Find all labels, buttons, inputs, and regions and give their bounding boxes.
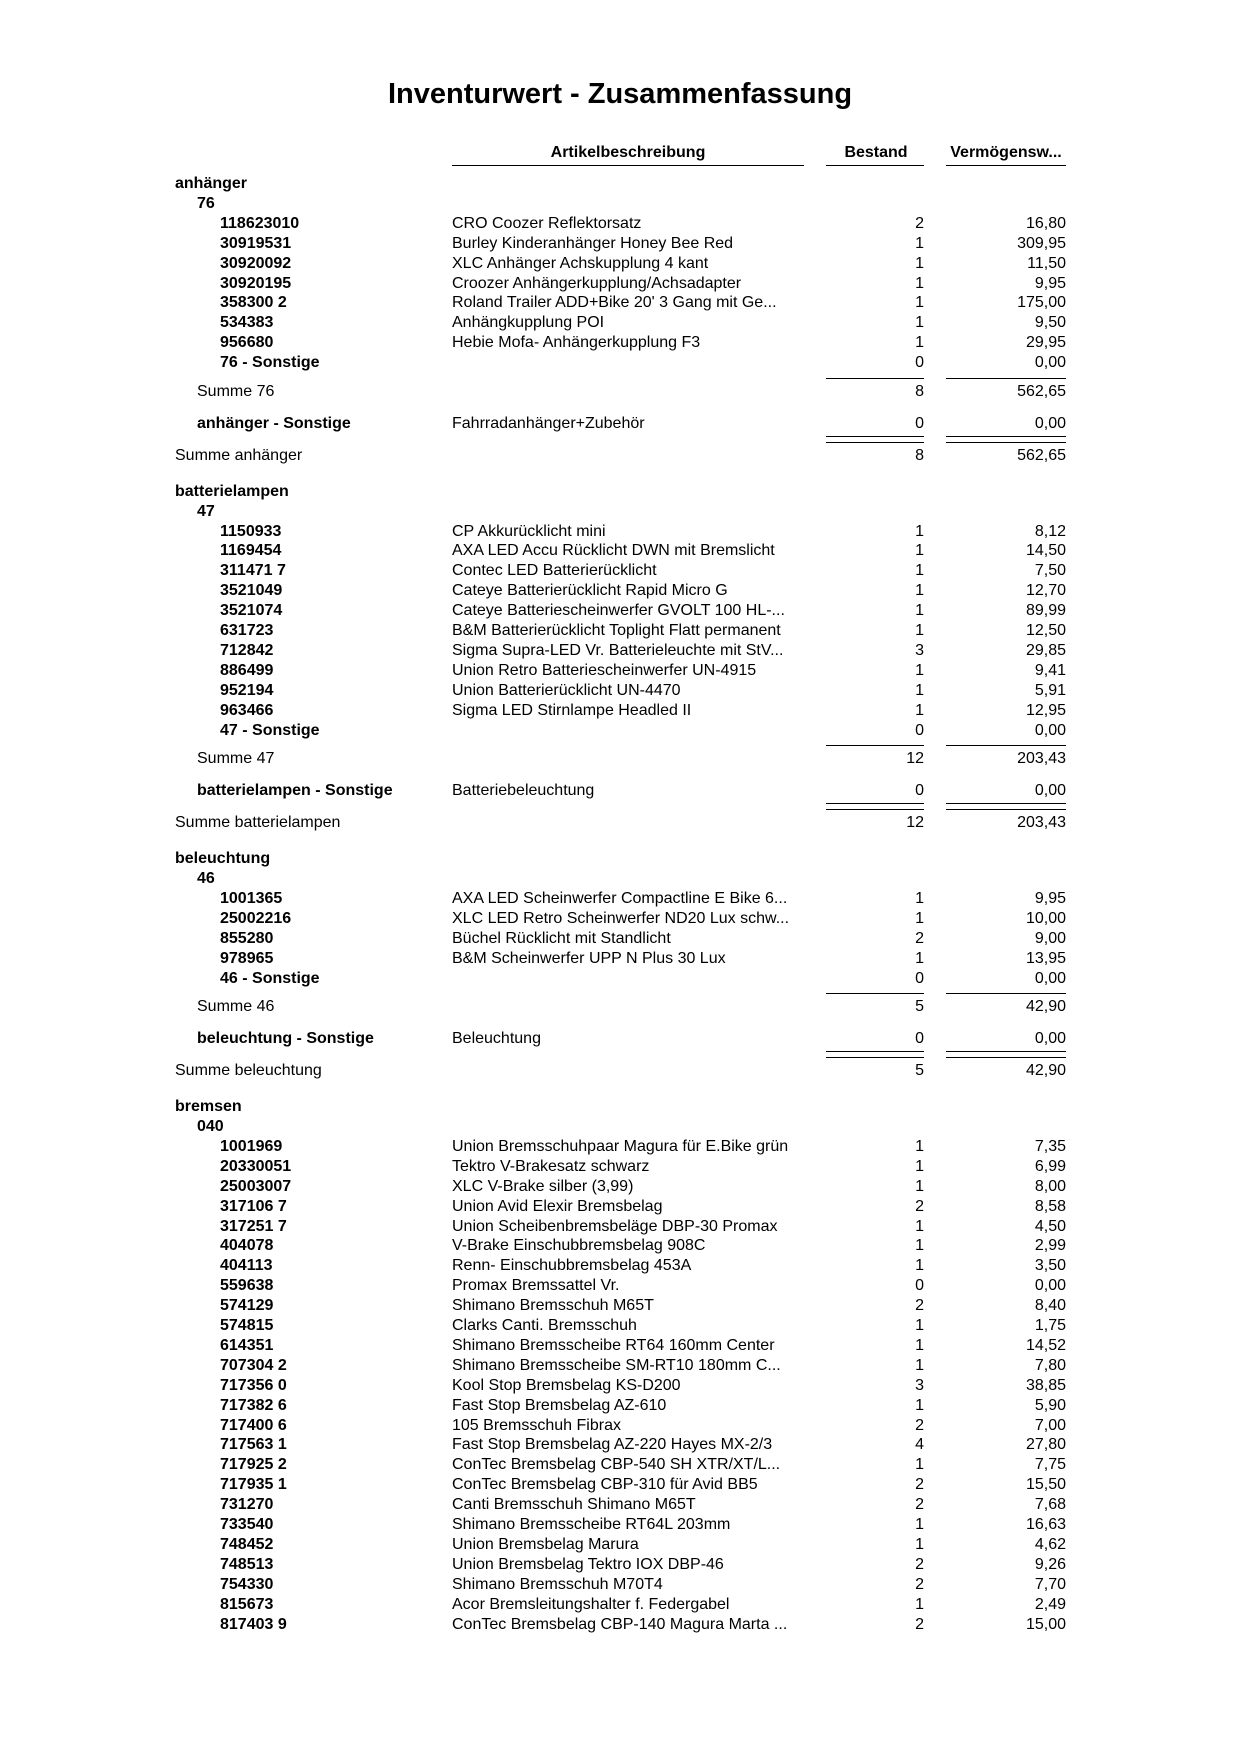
item-description: Clarks Canti. Bremsschuh [452,1317,637,1334]
item-code: 317251 7 [220,1217,287,1235]
item-stock: 0 [915,354,924,372]
item-description: Union Batterierücklicht UN-4470 [452,681,681,699]
group-other-stock: 0 [915,1030,924,1048]
item-description: Shimano Bremsschuh M70T4 [452,1575,663,1593]
group-other-rule-stock [826,1051,924,1052]
item-value: 175,00 [1017,294,1066,312]
item-code: 717356 0 [220,1376,287,1394]
item-code: 717382 6 [220,1396,287,1414]
item-stock: 2 [915,1476,924,1494]
item-description: Shimano Bremsscheibe SM-RT10 180mm C... [452,1356,781,1374]
item-code: 76 - Sonstige [220,354,320,372]
item-code: 886499 [220,661,274,679]
item-code: 311471 7 [220,562,286,580]
item-description: Shimano Bremsscheibe RT64 160mm Center [452,1336,775,1354]
item-description: B&M Batterierücklicht Toplight Flatt permanent [452,622,781,639]
item-description: XLC LED Retro Scheinwerfer ND20 Lux schw... [452,909,790,927]
group-sum-value: 203,43 [1017,814,1066,832]
item-stock: 1 [915,294,924,312]
item-description: AXA LED Scheinwerfer Compactline E Bike 6... [452,889,788,907]
item-code: 404113 [220,1257,273,1275]
item-description: Burley Kinderanhänger Honey Bee Red [452,234,734,252]
item-stock: 1 [915,1595,924,1613]
group-other-value: 0,00 [1034,1030,1066,1048]
item-code: 978965 [220,949,274,967]
item-value: 4,50 [1034,1217,1066,1235]
item-description: Kool Stop Bremsbelag KS-D200 [452,1376,681,1394]
item-code: 25002216 [220,909,292,927]
group-heading: anhänger [175,175,248,192]
item-stock: 1 [915,582,924,600]
item-stock: 1 [915,909,924,927]
group-sum-value: 42,90 [1025,1062,1066,1080]
item-value: 38,85 [1025,1376,1066,1394]
item-code: 963466 [220,701,274,719]
item-stock: 2 [915,929,924,947]
sum-rule-value [946,809,1066,810]
item-description: B&M Scheinwerfer UPP N Plus 30 Lux [452,949,726,967]
item-code: 574815 [220,1317,274,1334]
item-code: 1001969 [220,1137,283,1155]
item-description: Canti Bremsschuh Shimano M65T [452,1496,696,1514]
item-description: AXA LED Accu Rücklicht DWN mit Bremslicht [452,542,775,560]
column-header-description: Artikelbeschreibung [550,144,706,161]
item-value: 5,90 [1034,1396,1066,1414]
item-value: 0,00 [1034,1277,1066,1295]
sum-rule-stock [826,993,924,994]
item-code: 118623010 [220,214,300,232]
item-value: 7,80 [1034,1356,1066,1374]
item-value: 9,50 [1034,314,1066,332]
group-other-label: anhänger - Sonstige [197,414,351,432]
item-stock: 1 [915,1177,924,1195]
item-description: Acor Bremsleitungshalter f. Federgabel [452,1595,730,1613]
subgroup-heading: 46 [197,870,215,887]
group-other-rule-value [946,1051,1066,1052]
item-stock: 2 [915,1615,924,1633]
subgroup-sum-label: Summe 47 [197,750,275,768]
item-stock: 1 [915,622,924,639]
sum-rule-stock [826,745,924,746]
group-other-rule-stock [826,803,924,804]
subgroup-sum-value: 562,65 [1017,383,1066,400]
item-description: Büchel Rücklicht mit Standlicht [452,929,671,947]
item-code: 748452 [220,1535,274,1553]
group-other-description: Batteriebeleuchtung [452,782,595,800]
item-value: 10,00 [1025,909,1066,927]
item-stock: 1 [915,1396,924,1414]
item-code: 748513 [220,1555,274,1573]
item-description: Union Avid Elexir Bremsbelag [452,1197,663,1215]
item-stock: 0 [915,1277,924,1295]
subgroup-sum-stock: 5 [915,998,924,1016]
item-description: Promax Bremssattel Vr. [452,1277,620,1295]
subgroup-sum-value: 203,43 [1017,750,1066,768]
sum-rule-value [946,993,1066,994]
item-value: 7,50 [1034,562,1066,580]
item-description: XLC Anhänger Achskupplung 4 kant [452,254,709,272]
item-description: Roland Trailer ADD+Bike 20' 3 Gang mit Ge... [452,294,777,312]
item-value: 13,95 [1025,949,1066,967]
sum-rule-value [946,378,1066,379]
item-code: 707304 2 [220,1356,287,1374]
item-value: 9,41 [1034,661,1066,679]
item-description: Shimano Bremsschuh M65T [452,1297,654,1315]
item-stock: 2 [915,1197,924,1215]
item-code: 20330051 [220,1157,292,1175]
item-value: 0,00 [1034,354,1066,372]
item-value: 15,50 [1025,1476,1066,1494]
item-value: 11,50 [1027,254,1066,272]
item-description: 105 Bremsschuh Fibrax [452,1416,621,1434]
group-other-description: Fahrradanhänger+Zubehör [452,414,645,432]
group-other-rule-value [946,436,1066,437]
subgroup-heading: 76 [197,194,215,212]
group-other-rule-stock [826,436,924,437]
item-code: 731270 [220,1496,274,1514]
item-code: 25003007 [220,1177,292,1195]
item-value: 8,12 [1034,522,1066,540]
item-description: Sigma Supra-LED Vr. Batterieleuchte mit StV... [452,641,784,659]
item-code: 733540 [220,1516,274,1533]
item-code: 712842 [220,641,274,659]
subgroup-sum-label: Summe 76 [197,383,275,400]
item-code: 952194 [220,681,274,699]
item-description: XLC V-Brake silber (3,99) [452,1177,634,1195]
group-other-value: 0,00 [1034,414,1066,432]
group-sum-label: Summe anhänger [175,446,303,464]
item-code: 358300 2 [220,294,287,312]
item-stock: 0 [915,721,924,739]
item-description: ConTec Bremsbelag CBP-540 SH XTR/XT/L... [452,1456,781,1474]
item-description: Anhängkupplung POI [452,314,605,332]
item-value: 2,99 [1034,1237,1066,1255]
group-sum-label: Summe batterielampen [175,814,341,832]
item-stock: 1 [915,274,924,292]
group-other-stock: 0 [915,782,924,800]
item-stock: 1 [915,681,924,699]
item-stock: 2 [915,1496,924,1514]
item-value: 29,85 [1025,641,1066,659]
group-sum-label: Summe beleuchtung [175,1062,322,1080]
item-stock: 2 [915,1416,924,1434]
item-description: V-Brake Einschubbremsbelag 908C [452,1237,706,1255]
sum-rule-value [946,442,1066,443]
item-code: 754330 [220,1575,274,1593]
item-value: 5,91 [1034,681,1066,699]
item-description: CRO Coozer Reflektorsatz [452,214,642,232]
group-sum-stock: 12 [906,814,924,832]
item-stock: 1 [915,1137,924,1155]
group-sum-stock: 5 [915,1062,924,1080]
item-value: 0,00 [1034,721,1066,739]
sum-rule-value [946,1057,1066,1058]
item-value: 9,26 [1034,1555,1066,1573]
item-value: 6,99 [1034,1157,1066,1175]
item-code: 631723 [220,622,274,639]
item-stock: 4 [915,1436,924,1454]
item-code: 30919531 [220,234,292,252]
item-description: Renn- Einschubbremsbelag 453A [452,1257,692,1275]
item-value: 7,68 [1034,1496,1066,1514]
item-stock: 1 [915,254,924,272]
item-description: Union Bremsbelag Marura [452,1535,639,1553]
item-value: 2,49 [1034,1595,1066,1613]
item-stock: 2 [915,1575,924,1593]
page-title: Inventurwert - Zusammenfassung [387,78,853,110]
item-stock: 2 [915,1555,924,1573]
item-code: 956680 [220,334,274,352]
item-code: 1150933 [220,522,282,540]
item-description: ConTec Bremsbelag CBP-310 für Avid BB5 [452,1476,758,1494]
item-code: 574129 [220,1297,274,1315]
group-other-description: Beleuchtung [452,1030,541,1048]
item-stock: 1 [915,1535,924,1553]
item-stock: 1 [915,522,924,540]
item-stock: 1 [915,1317,924,1334]
item-stock: 1 [915,602,924,620]
item-code: 817403 9 [220,1615,287,1633]
item-code: 47 - Sonstige [220,721,320,739]
subgroup-sum-stock: 8 [915,383,924,400]
item-code: 534383 [220,314,274,332]
item-value: 27,80 [1025,1436,1066,1454]
group-other-value: 0,00 [1034,782,1066,800]
item-value: 16,80 [1025,214,1066,232]
subgroup-sum-stock: 12 [906,750,924,768]
item-stock: 1 [915,701,924,719]
item-value: 12,70 [1025,582,1066,600]
item-value: 9,00 [1034,929,1066,947]
item-code: 404078 [220,1237,274,1255]
item-stock: 1 [915,562,924,580]
item-code: 559638 [220,1277,274,1295]
item-stock: 1 [915,334,924,352]
item-stock: 3 [915,1376,924,1394]
item-value: 8,00 [1034,1177,1066,1195]
item-value: 14,52 [1025,1336,1066,1354]
column-header-value: Vermögensw... [950,144,1062,161]
item-stock: 1 [915,1257,924,1275]
item-value: 7,75 [1034,1456,1066,1474]
subgroup-sum-value: 42,90 [1025,998,1066,1016]
item-description: Tektro V-Brakesatz schwarz [452,1157,650,1175]
item-code: 1169454 [220,542,282,560]
group-other-rule-value [946,803,1066,804]
sum-rule-stock [826,378,924,379]
item-value: 1,75 [1034,1317,1066,1334]
item-value: 0,00 [1034,969,1066,987]
item-code: 30920195 [220,274,292,292]
sum-rule-stock [826,809,924,810]
item-value: 16,63 [1025,1516,1066,1533]
item-stock: 1 [915,234,924,252]
subgroup-sum-label: Summe 46 [197,998,275,1016]
item-value: 14,50 [1025,542,1066,560]
item-stock: 1 [915,542,924,560]
item-stock: 1 [915,1157,924,1175]
item-code: 717935 1 [220,1476,287,1494]
item-code: 815673 [220,1595,274,1613]
item-code: 317106 7 [220,1197,287,1215]
item-value: 29,95 [1025,334,1066,352]
sum-rule-stock [826,442,924,443]
item-stock: 1 [915,1356,924,1374]
item-description: Union Bremsbelag Tektro IOX DBP-46 [452,1555,724,1573]
item-description: Sigma LED Stirnlampe Headled II [452,701,692,719]
item-value: 4,62 [1034,1535,1066,1553]
item-code: 3521074 [220,602,283,620]
item-stock: 2 [915,1297,924,1315]
item-stock: 1 [915,1217,924,1235]
item-stock: 1 [915,1456,924,1474]
item-description: Contec LED Batterierücklicht [452,562,657,580]
item-value: 8,58 [1034,1197,1066,1215]
item-value: 9,95 [1034,889,1066,907]
item-description: Union Scheibenbremsbeläge DBP-30 Promax [452,1217,778,1235]
item-stock: 1 [915,1336,924,1354]
group-other-label: beleuchtung - Sonstige [197,1030,374,1048]
item-description: CP Akkurücklicht mini [452,522,606,540]
item-value: 89,99 [1025,602,1066,620]
item-stock: 1 [915,661,924,679]
item-value: 7,00 [1034,1416,1066,1434]
item-code: 46 - Sonstige [220,969,320,987]
sum-rule-stock [826,1057,924,1058]
item-code: 3521049 [220,582,283,600]
item-stock: 1 [915,314,924,332]
subgroup-heading: 040 [197,1118,224,1135]
item-code: 1001365 [220,889,283,907]
item-stock: 1 [915,889,924,907]
item-value: 8,40 [1034,1297,1066,1315]
subgroup-heading: 47 [197,502,215,520]
group-heading: batterielampen [175,482,289,500]
item-value: 309,95 [1017,234,1066,252]
item-description: Fast Stop Bremsbelag AZ-610 [452,1396,667,1414]
item-description: ConTec Bremsbelag CBP-140 Magura Marta ... [452,1615,788,1633]
item-description: Union Bremsschuhpaar Magura für E.Bike grün [452,1137,789,1155]
group-sum-value: 562,65 [1017,446,1066,464]
column-header-stock: Bestand [844,144,908,161]
item-stock: 1 [915,1516,924,1533]
item-value: 7,35 [1034,1137,1066,1155]
item-stock: 0 [915,969,924,987]
group-heading: bremsen [175,1098,242,1116]
item-code: 855280 [220,929,274,947]
item-value: 15,00 [1025,1615,1066,1633]
item-description: Cateye Batteriescheinwerfer GVOLT 100 HL-... [452,602,785,620]
item-stock: 1 [915,949,924,967]
item-code: 717400 6 [220,1416,287,1434]
item-code: 30920092 [220,254,292,272]
group-other-label: batterielampen - Sonstige [197,782,393,800]
item-code: 717563 1 [220,1436,287,1454]
item-value: 12,50 [1025,622,1066,639]
item-stock: 3 [915,641,924,659]
group-heading: beleuchtung [175,850,271,868]
item-description: Cateye Batterierücklicht Rapid Micro G [452,582,728,600]
item-value: 12,95 [1025,701,1066,719]
item-stock: 1 [915,1237,924,1255]
item-value: 7,70 [1034,1575,1066,1593]
group-sum-stock: 8 [915,446,924,464]
sum-rule-value [946,745,1066,746]
item-description: Croozer Anhängerkupplung/Achsadapter [452,274,742,292]
item-value: 9,95 [1034,274,1066,292]
item-description: Hebie Mofa- Anhängerkupplung F3 [452,334,701,352]
item-description: Union Retro Batteriescheinwerfer UN-4915 [452,661,757,679]
item-code: 614351 [220,1336,274,1354]
item-code: 717925 2 [220,1456,287,1474]
item-stock: 2 [915,214,924,232]
item-description: Shimano Bremsscheibe RT64L 203mm [452,1516,731,1533]
item-value: 3,50 [1034,1257,1066,1275]
item-description: Fast Stop Bremsbelag AZ-220 Hayes MX-2/3 [452,1436,773,1454]
group-other-stock: 0 [915,414,924,432]
